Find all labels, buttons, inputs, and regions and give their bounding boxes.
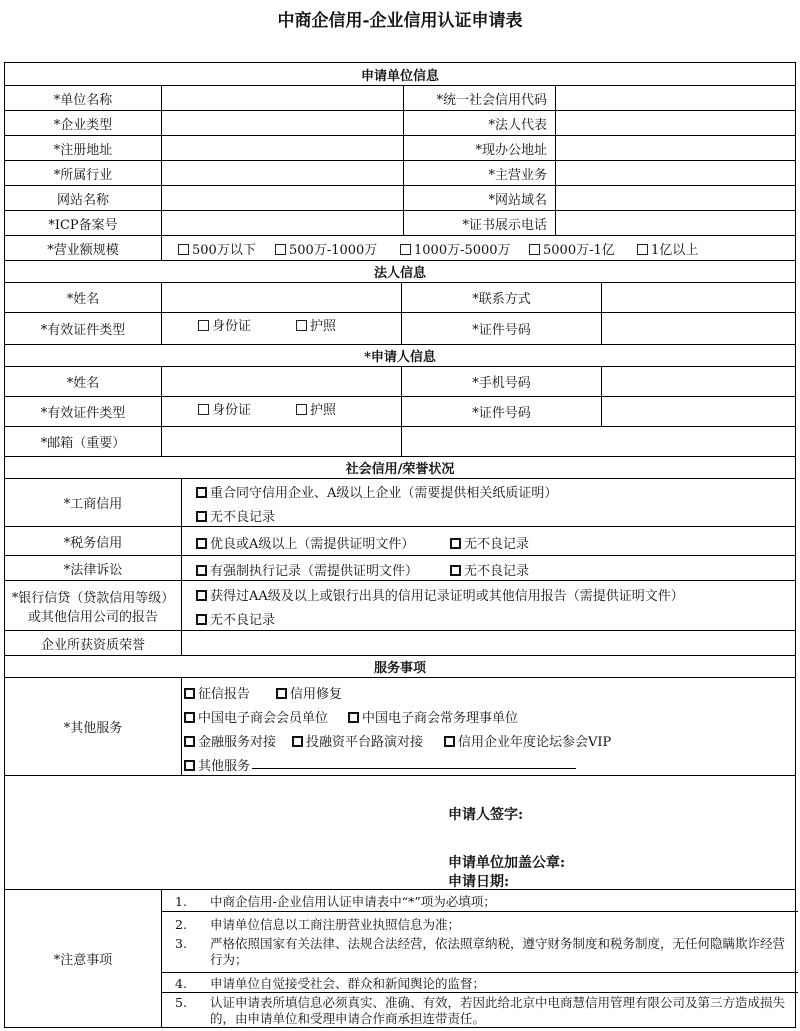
label-site-name: 网站名称: [56, 192, 109, 208]
checkbox-icon: [178, 244, 189, 255]
label-legal-contact: *联系方式: [401, 283, 601, 312]
label-tax-credit: *税务信用: [63, 535, 123, 551]
input-unit-type[interactable]: [161, 111, 403, 135]
input-legal-contact[interactable]: [601, 283, 797, 312]
checkbox-icon: [292, 736, 303, 747]
label-unit-type: *企业类型: [53, 117, 113, 133]
checkbox-icon: [196, 590, 207, 601]
section-header-applicant: [5, 344, 795, 366]
input-applicant-mobile[interactable]: [601, 367, 797, 396]
section-title: 服务事项: [373, 661, 426, 676]
row-bank-credit: [5, 580, 795, 630]
input-legal-name[interactable]: [161, 283, 401, 312]
tax-credit-options: [181, 527, 797, 555]
row-tax-credit: [5, 526, 795, 555]
legal-litigation-options: [181, 556, 797, 580]
input-legal-rep[interactable]: [555, 111, 797, 135]
tax-credit-option-2[interactable]: 无不良记录: [450, 533, 529, 552]
checkbox-icon: [400, 244, 411, 255]
label-legal-litigation: *法律诉讼: [63, 562, 123, 578]
section-header-applicant-unit: [5, 63, 795, 85]
notes-list: 1. 中商企信用-企业信用认证申请表中“*”项为必填项； 2. 申请单位信息以工商注册营业执照信息为准； 3. 严格依照国家有关法律、法规合法经营，依法照章纳税，遵守财务制度和税务制度，无任何隐瞒欺诈经营行为； 4. 申请单位自觉接受社会、群众和新闻舆论的监督； 5. 认证申请表所填信息必须真实、准确、有效，若因此给北京中电商慧信用管理有限公司及第三方造成损失的，由申请单位和受理申请合作商承担连带责任。: [161, 890, 797, 1027]
row-applicant-email: [5, 426, 795, 456]
label-main-business: *主营业务: [403, 161, 555, 185]
checkbox-icon: [275, 244, 286, 255]
input-cert-phone[interactable]: [555, 211, 797, 235]
service-option-credit-repair[interactable]: 信用修复: [276, 683, 342, 702]
section-title: *申请人信息: [364, 350, 436, 365]
label-applicant-id-no: *证件号码: [401, 397, 601, 426]
signature-area: [5, 775, 795, 889]
label-honors: 企业所获资质荣誉: [40, 637, 145, 653]
litigation-option-2[interactable]: 无不良记录: [450, 560, 529, 579]
input-applicant-email-extra[interactable]: [401, 427, 797, 456]
note-divider: [162, 972, 798, 973]
label-icp: *ICP备案号: [48, 217, 118, 233]
litigation-option-1[interactable]: 有强制执行记录（需提供证明文件）: [196, 560, 418, 579]
revenue-option-2[interactable]: 500万-1000万: [275, 239, 377, 258]
row-honors: [5, 630, 795, 655]
business-credit-options: [181, 479, 797, 526]
input-applicant-email[interactable]: [161, 427, 401, 456]
row-unit-name: [5, 85, 795, 110]
form-title: 中商企信用-企业信用认证申请表: [277, 11, 523, 31]
section-title: 社会信用/荣誉状况: [345, 462, 455, 477]
service-option-forum-vip[interactable]: 信用企业年度论坛参会VIP: [444, 731, 611, 750]
input-reg-address[interactable]: [161, 136, 403, 160]
row-address: [5, 135, 795, 160]
other-service-input-line[interactable]: [252, 754, 576, 769]
label-applicant-email: *邮箱（重要）: [40, 436, 126, 451]
label-credit-code: *统一社会信用代码: [403, 86, 555, 110]
revenue-option-3[interactable]: 1000万-5000万: [400, 239, 511, 258]
service-option-other[interactable]: 其他服务: [184, 755, 250, 774]
legal-passport-option[interactable]: 护照: [296, 315, 336, 334]
row-applicant-id: [5, 396, 795, 426]
legal-id-type-options: [161, 313, 401, 344]
service-option-roadshow[interactable]: 投融资平台路演对接: [292, 731, 423, 750]
service-option-director[interactable]: 中国电子商会常务理事单位: [348, 707, 518, 726]
bank-credit-options: [181, 581, 797, 630]
input-credit-code[interactable]: [555, 86, 797, 110]
service-options: [181, 678, 797, 775]
revenue-options: [161, 236, 797, 260]
row-unit-type: [5, 110, 795, 135]
date-label: 申请日期:: [448, 874, 510, 890]
label-business-credit: *工商信用: [63, 497, 123, 512]
section-header-legal-person: [5, 260, 795, 282]
input-unit-name[interactable]: [161, 86, 403, 110]
seal-label: 申请单位加盖公章:: [448, 855, 566, 871]
label-bank-credit: *银行信贷（贷款信用等级） 或其他信用公司的报告: [11, 590, 175, 625]
checkbox-icon: [196, 511, 207, 522]
input-industry[interactable]: [161, 161, 403, 185]
input-domain[interactable]: [555, 186, 797, 210]
checkbox-icon: [198, 320, 209, 331]
input-honors[interactable]: [181, 631, 797, 655]
label-legal-rep: *法人代表: [403, 111, 555, 135]
service-option-credit-report[interactable]: 征信报告: [184, 683, 250, 702]
input-site-name[interactable]: [161, 186, 403, 210]
input-applicant-id-no[interactable]: [601, 397, 797, 426]
checkbox-icon: [196, 487, 207, 498]
label-office-address: *现办公地址: [403, 136, 555, 160]
checkbox-icon: [450, 565, 461, 576]
checkbox-icon: [348, 712, 359, 723]
input-applicant-name[interactable]: [161, 367, 401, 396]
tax-credit-option-1[interactable]: 优良或A级以上（需提供证明文件）: [196, 533, 414, 552]
checkbox-icon: [184, 688, 195, 699]
checkbox-icon: [529, 244, 540, 255]
input-main-business[interactable]: [555, 161, 797, 185]
checkbox-icon: [296, 404, 307, 415]
checkbox-icon: [276, 688, 287, 699]
row-business-credit: [5, 478, 795, 526]
input-legal-id-no[interactable]: [601, 313, 797, 344]
checkbox-icon: [637, 244, 648, 255]
row-legal-name: [5, 282, 795, 312]
section-header-credit: [5, 456, 795, 478]
checkbox-icon: [450, 538, 461, 549]
checkbox-icon: [296, 320, 307, 331]
input-icp[interactable]: [161, 211, 403, 235]
input-office-address[interactable]: [555, 136, 797, 160]
label-unit-name: *单位名称: [53, 92, 113, 108]
revenue-option-4[interactable]: 5000万-1亿: [529, 239, 615, 258]
revenue-option-5[interactable]: 1亿以上: [637, 239, 698, 258]
row-icp: [5, 210, 795, 235]
checkbox-icon: [444, 736, 455, 747]
label-legal-id-no: *证件号码: [401, 313, 601, 344]
service-option-finance[interactable]: 金融服务对接: [184, 731, 276, 750]
label-domain: *网站域名: [403, 186, 555, 210]
row-website: [5, 185, 795, 210]
label-applicant-id-type: *有效证件类型: [40, 406, 126, 421]
row-revenue: [5, 235, 795, 260]
row-notes: [5, 889, 795, 1027]
revenue-option-1[interactable]: 500万以下: [178, 239, 256, 258]
service-option-member[interactable]: 中国电子商会会员单位: [184, 707, 328, 726]
applicant-signature-label: 申请人签字:: [448, 807, 524, 823]
checkbox-icon: [184, 712, 195, 723]
checkbox-icon: [198, 404, 209, 415]
label-applicant-name: *姓名: [66, 376, 100, 391]
label-other-services: *其他服务: [63, 721, 123, 736]
bank-credit-option-2[interactable]: 无不良记录: [196, 609, 275, 628]
checkbox-icon: [196, 565, 207, 576]
label-revenue: *营业额规模: [47, 242, 119, 258]
checkbox-icon: [196, 614, 207, 625]
label-legal-id-type: *有效证件类型: [40, 323, 126, 338]
label-reg-address: *注册地址: [53, 142, 113, 158]
section-header-service: [5, 655, 795, 677]
label-notes: *注意事项: [53, 953, 113, 968]
checkbox-icon: [184, 760, 195, 771]
label-legal-name: *姓名: [66, 292, 100, 307]
note-divider: [162, 911, 798, 912]
legal-id-card-option[interactable]: 身份证: [198, 315, 251, 334]
applicant-passport-option[interactable]: 护照: [296, 399, 336, 418]
label-industry: *所属行业: [53, 167, 113, 183]
row-applicant-name: [5, 366, 795, 396]
business-credit-option-2[interactable]: 无不良记录: [196, 506, 275, 525]
checkbox-icon: [184, 736, 195, 747]
label-cert-phone: *证书展示电话: [403, 211, 555, 235]
note-divider: [162, 992, 798, 993]
application-form: [4, 62, 796, 1028]
row-industry: [5, 160, 795, 185]
applicant-id-type-options: [161, 397, 401, 426]
label-applicant-mobile: *手机号码: [401, 367, 601, 396]
row-legal-id: [5, 312, 795, 344]
row-other-services: [5, 677, 795, 775]
section-title: 申请单位信息: [360, 68, 439, 84]
checkbox-icon: [196, 538, 207, 549]
section-title: 法人信息: [373, 266, 426, 281]
applicant-id-card-option[interactable]: 身份证: [198, 399, 251, 418]
row-legal-litigation: [5, 555, 795, 580]
bank-credit-option-1[interactable]: 获得过AA级及以上或银行出具的信用记录证明或其他信用报告（需提供证明文件）: [196, 585, 684, 604]
business-credit-option-1[interactable]: 重合同守信用企业、A级以上企业（需要提供相关纸质证明）: [196, 482, 557, 501]
